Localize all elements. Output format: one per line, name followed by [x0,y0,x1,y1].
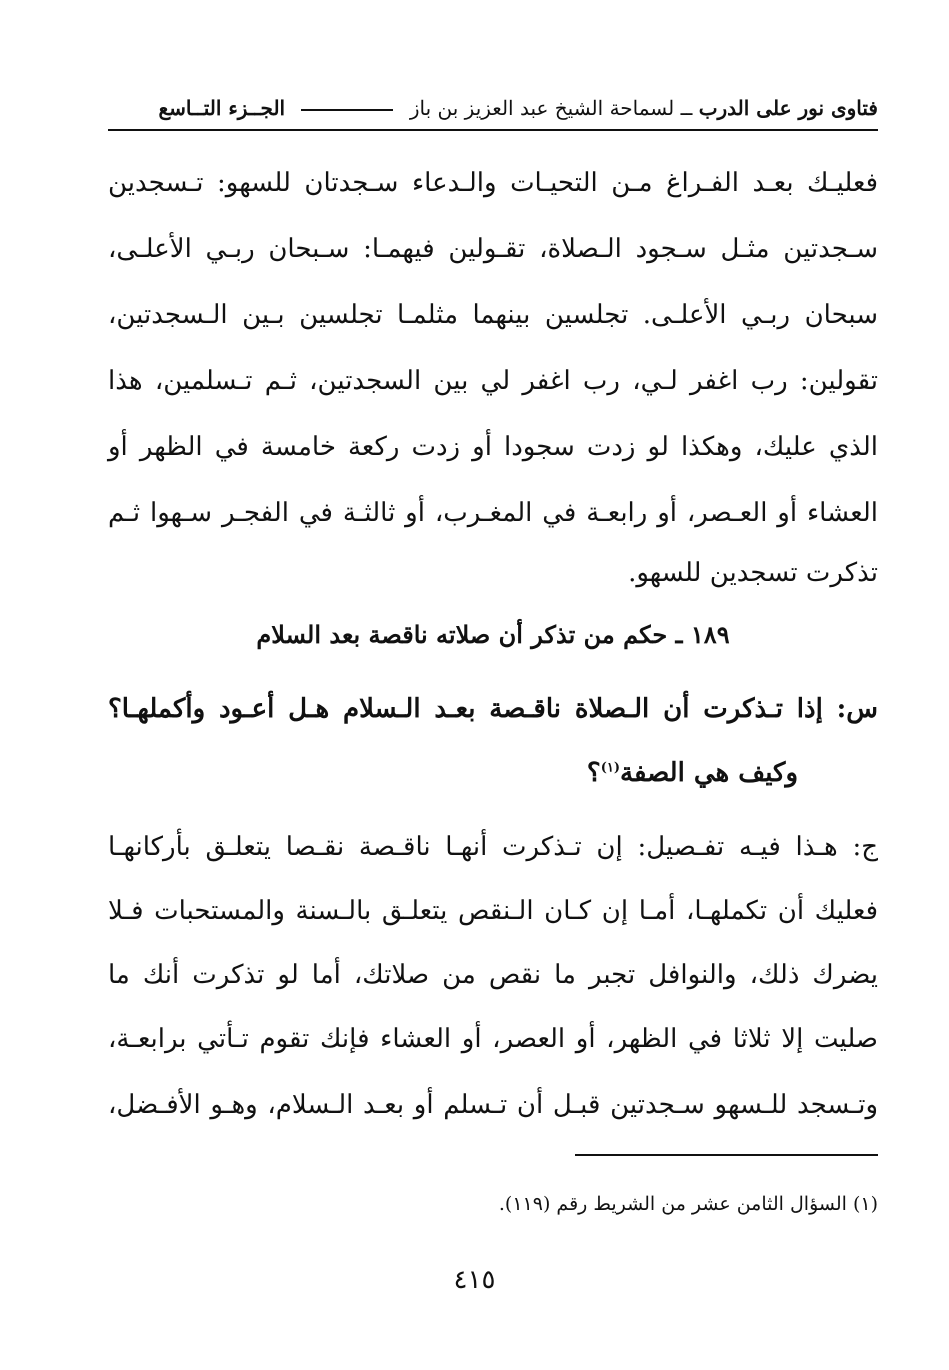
footnote: (١) السؤال الثامن عشر من الشريط رقم (١١٩). [498,1193,878,1215]
page-number: ٤١٥ [453,1265,496,1295]
section-heading: ١٨٩ ـ حكم من تذكر أن صلاته ناقصة بعد السلام [256,620,730,649]
text-line: تقولين: رب اغفر لـي، رب اغفر لي بين السجدتين، ثـم تـسلمين، هذا [108,366,878,396]
question-line: س: إذا تـذكرت أن الـصلاة ناقـصة بعـد الـسلام هـل أعـود وأكملهـا؟ [108,694,878,724]
header-rule [108,129,878,131]
text-line: فعليـك بعـد الفـراغ مـن التحيـات والـدعاء سـجدتان للسهو: تـسجدين [108,168,878,198]
header-dash [301,109,393,111]
answer-line: صليت إلا ثلاثا في الظهر، أو العصر، أو العشاء فإنك تقوم تـأتي برابعـة، [108,1024,878,1054]
book-title: فتاوى نور على الدرب [698,96,878,120]
volume-label: الجــزء التــاسع [158,96,286,120]
answer-line: وتـسجد للـسهو سـجدتين قبـل أن تـسلم أو بعـد الـسلام، وهـو الأفـضل، [108,1090,878,1120]
answer-line: يضرك ذلك، والنوافل تجبر ما نقص من صلاتك، أما لو تذكرت أنك ما [108,960,878,990]
running-header [108,90,878,126]
text-line: سـجدتين مثـل سـجود الـصلاة، تقـولين فيهمـا: سـبحان ربـي الأعلـى، [108,234,878,264]
text-line: تذكرت تسجدين للسهو. [628,558,878,588]
question-mark: ؟ [586,758,601,788]
text-line: سبحان ربـي الأعلـى. تجلسين بينهما مثلمـا تجلسين بـين الـسجدتين، [108,300,878,330]
question-line [108,740,798,806]
question-text: وكيف هي الصفة [620,758,798,788]
text-line: الذي عليك، وهكذا لو زدت سجودا أو زدت ركعة خامسة في الظهر أو [108,432,878,462]
footnote-marker: (١) [600,760,621,776]
answer-line: ج: هـذا فيـه تفـصيل: إن تـذكرت أنهـا ناقـصة نقـصا يتعلـق بأركانهـا [108,832,878,862]
text-line: العشاء أو العـصر، أو رابعـة في المغـرب، أو ثالثـة في الفجـر سـهوا ثـم [108,498,878,528]
author-name: ــ لسماحة الشيخ عبد العزيز بن باز [409,96,693,120]
answer-line: فعليك أن تكملهـا، أمـا إن كـان الـنقص يتعلـق بالـسنة والمستحبات فـلا [108,896,878,926]
footnote-rule [575,1154,878,1156]
